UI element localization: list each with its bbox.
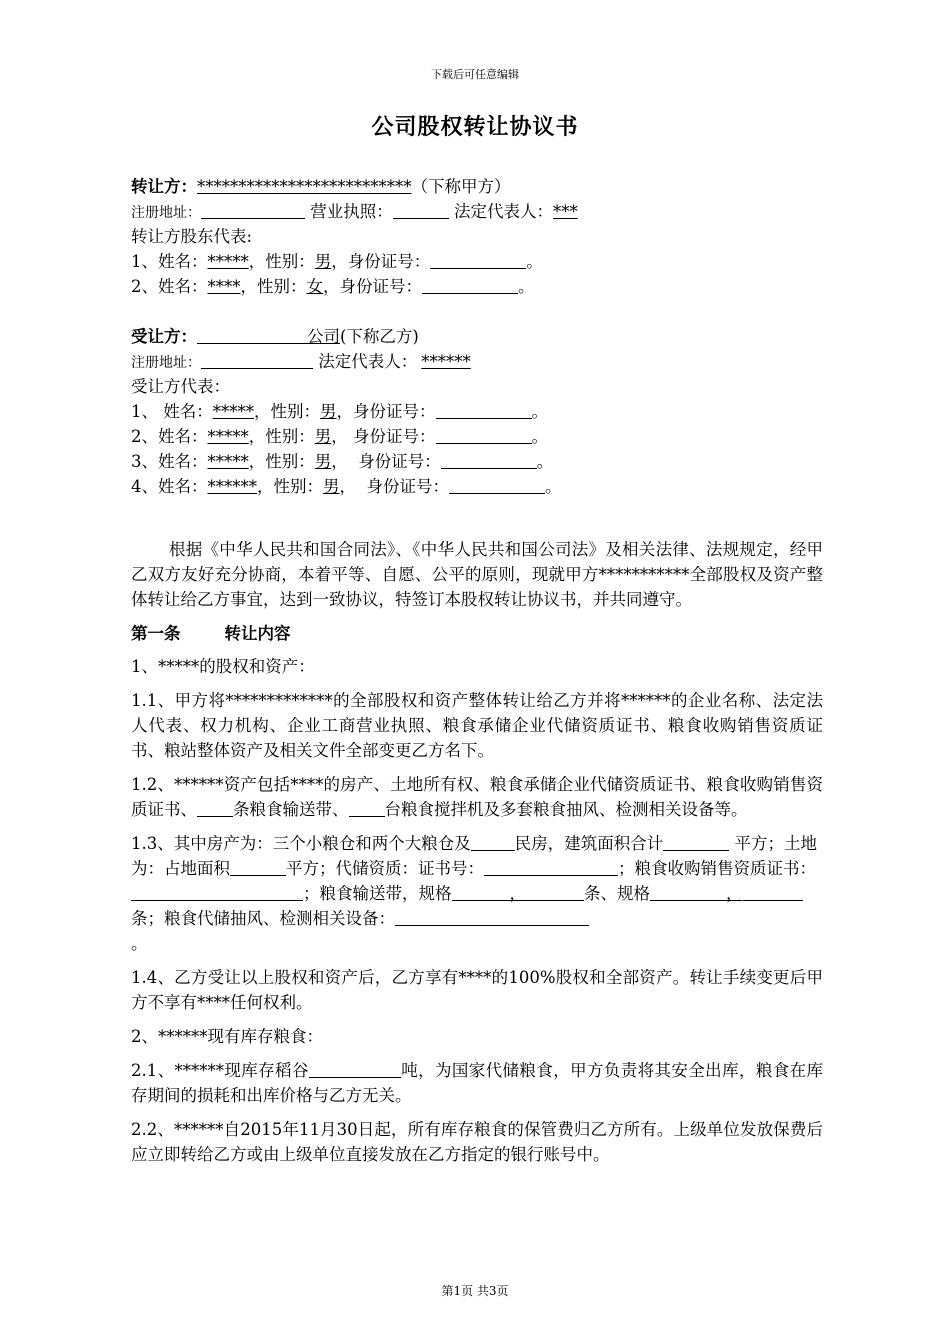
transferee-company: 公司 [307, 327, 340, 346]
legal-rep-value: ****** [421, 352, 471, 371]
blank-field [526, 883, 584, 901]
transferor-reg-line [131, 199, 823, 224]
person-name: ****** [207, 477, 257, 496]
blank-field [197, 799, 233, 817]
line-end: 。 [518, 277, 535, 296]
transferor-name: ************************** [197, 177, 412, 196]
transferee-suffix: (下称乙方) [340, 327, 419, 346]
blank-field [230, 858, 286, 876]
transferor-suffix: （下称甲方） [411, 177, 511, 196]
transferee-line [131, 324, 823, 349]
reg-address-label: 注册地址： [131, 205, 201, 221]
license-label: 营业执照： [310, 202, 393, 221]
section-2-heading: 2、******现有库存粮食： [131, 1027, 323, 1046]
person-name: ***** [207, 452, 249, 471]
clause-text: ， [509, 884, 526, 903]
gender-label: ，性别： [254, 402, 320, 421]
transferor-person-1 [131, 249, 823, 274]
clause-text: 1.3、其中房产为：三个小粮仓和两个大粮仓及 [131, 834, 471, 853]
clause-text: 台粮食搅拌机及多套粮食抽风、检测相关设备等。 [384, 800, 748, 819]
blank-field [743, 883, 803, 901]
blank-field [452, 883, 510, 901]
id-label: ， 身份证号： [331, 427, 436, 446]
blank-field [309, 1060, 401, 1078]
blank-field [436, 426, 532, 444]
line-end: 。 [545, 477, 562, 496]
person-name: **** [207, 277, 241, 296]
transferee-person-2 [131, 424, 823, 449]
clause-text: 1.2、******资产包括****的房产、土地所有权、粮食承储企业代储资质证书、粮食收购销售资质证书、 [131, 775, 823, 819]
clause-1-2 [131, 772, 823, 822]
transferee-label: 受让方： [131, 327, 197, 346]
blank-field [201, 351, 313, 369]
clause-text: ；粮食收购销售资质证书： [618, 859, 816, 878]
article-number: 第一条 [131, 624, 181, 643]
blank-field [663, 833, 729, 851]
legal-rep-label: 法定代表人： [318, 352, 418, 371]
legal-rep-value: *** [553, 202, 578, 221]
section-1-heading: 1、*****的股权和资产： [131, 657, 315, 676]
blank-field [422, 276, 518, 294]
person-gender: 女 [306, 277, 323, 296]
gender-label: ，性别： [257, 477, 323, 496]
gender-label: ，性别： [248, 452, 315, 471]
person-no: 4、姓名： [131, 477, 208, 496]
person-gender: 男 [314, 252, 332, 271]
line-end: 。 [526, 252, 543, 271]
person-no: 2、姓名： [131, 277, 208, 296]
id-label: ，身份证号： [336, 402, 436, 421]
transferee-person-3 [131, 449, 823, 474]
header-note: 下载后可任意编辑 [431, 68, 519, 81]
person-gender: 男 [314, 427, 332, 446]
clause-text: 民房，建筑面积合计 [514, 834, 664, 853]
person-gender: 男 [320, 402, 337, 421]
person-no: 3、姓名： [131, 452, 208, 471]
line-end: 。 [536, 452, 554, 471]
blank-field [395, 908, 589, 926]
transferor-reps-title: 转让方股东代表: [131, 227, 253, 246]
clause-1-1: 1.1、甲方将*************的全部股权和资产整体转让给乙方并将******的企业名称、法定法人代表、权力机构、企业工商营业执照、粮食承储企业代储资质证书、粮食收购销售资质证书、粮站整体资产及相关文件全部变更乙方名下。 [131, 691, 823, 760]
legal-rep-label: 法定代表人： [454, 202, 553, 221]
clause-text: 吨，为国家代储粮食，甲方负责将其安全出库，粮食在库存期间的损耗和出库价格与乙方无关。 [131, 1061, 824, 1105]
gender-label: ，性别： [248, 252, 315, 271]
clause-text: 条、规格 [584, 884, 650, 903]
person-no: 2、姓名： [131, 427, 208, 446]
person-name: ***** [212, 402, 254, 421]
person-gender: 男 [323, 477, 340, 496]
clause-text: 平方；代储资质：证书号： [286, 859, 484, 878]
blank-field [131, 883, 303, 901]
clause-text: 条粮食输送带、 [233, 800, 349, 819]
clause-text: 。 [131, 934, 148, 953]
id-label: ，身份证号： [331, 252, 431, 271]
transferee-person-4 [131, 474, 823, 499]
spacer [131, 299, 823, 324]
blank-field [197, 326, 307, 344]
page-title: 公司股权转让协议书 [371, 114, 579, 140]
person-gender: 男 [314, 452, 332, 471]
clause-2-1 [131, 1058, 823, 1108]
blank-field [436, 401, 532, 419]
person-no: 1、姓名： [131, 252, 208, 271]
spacer [131, 499, 823, 537]
reg-address-label: 注册地址： [131, 355, 201, 371]
page-footer: 第1页 共3页 [441, 1284, 509, 1298]
blank-field [471, 833, 515, 851]
blank-field [441, 451, 537, 469]
clause-1-3 [131, 831, 823, 956]
article-title: 转让内容 [224, 624, 291, 643]
transferee-reg-line [131, 349, 823, 374]
person-no: 1、 姓名： [131, 402, 213, 421]
line-end: 。 [531, 427, 548, 446]
gender-label: ，性别： [240, 277, 307, 296]
id-label: ， 身份证号： [331, 452, 441, 471]
blank-field [650, 883, 726, 901]
clause-text: ， [726, 884, 743, 903]
transferor-person-2 [131, 274, 823, 299]
clause-text: ；粮食输送带，规格 [303, 884, 452, 903]
preamble-paragraph: 根据《中华人民共和国合同法》、《中华人民共和国公司法》及相关法律、法规规定，经甲乙双方友好充分协商，本着平等、自愿、公平的原则，现就甲方***********全部股权及资产整体转让给乙方事宜，达到一致协议，特签订本股权转让协议书，并共同遵守。 [131, 540, 823, 609]
clause-text: 2.1、******现库存稻谷 [131, 1061, 309, 1080]
blank-field [201, 201, 305, 219]
clause-text: 条；粮食代储抽风、检测相关设备： [131, 909, 395, 928]
transferor-line [131, 174, 823, 199]
clause-2-2: 2.2、******自2015年11月30日起，所有库存粮食的保管费归乙方所有。上级单位发放保费后应立即转给乙方或由上级单位直接发放在乙方指定的银行账号中。 [131, 1120, 823, 1164]
transferee-reps-title: 受让方代表： [131, 377, 230, 396]
blank-field [449, 476, 545, 494]
gender-label: ，性别： [248, 427, 315, 446]
clause-1-4: 1.4、乙方受让以上股权和资产后，乙方享有****的100%股权和全部资产。转让手续变更后甲方不享有****任何权利。 [131, 968, 823, 1012]
transferor-label: 转让方： [131, 177, 197, 196]
id-label: ，身份证号： [323, 277, 422, 296]
line-end: 。 [531, 402, 548, 421]
article-heading [131, 621, 823, 646]
blank-field [430, 251, 526, 269]
clause-text: 平方；土地为：占地面积 [131, 834, 817, 878]
transferee-person-1 [131, 399, 823, 424]
blank-field [393, 201, 449, 219]
id-label: ， 身份证号： [339, 477, 449, 496]
document-body [131, 174, 823, 1176]
blank-field [349, 799, 385, 817]
blank-field [484, 858, 618, 876]
person-name: ***** [207, 252, 249, 271]
person-name: ***** [207, 427, 249, 446]
